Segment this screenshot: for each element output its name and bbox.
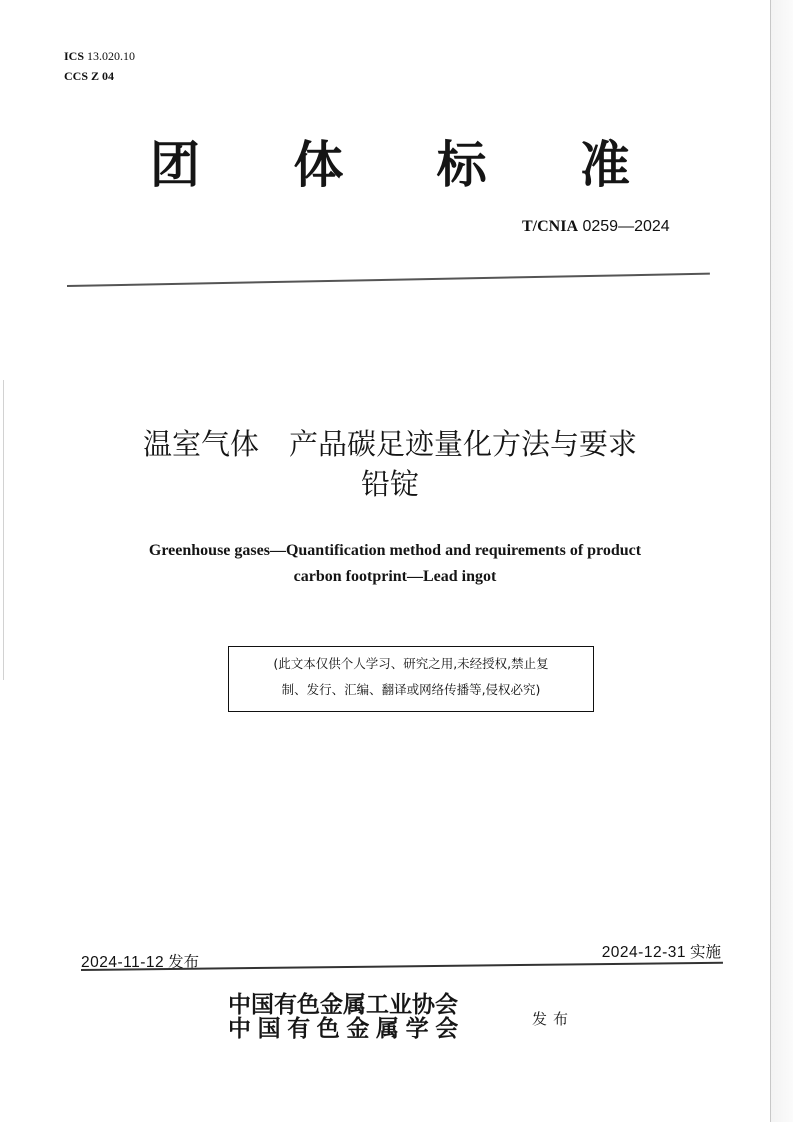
publisher-organizations	[228, 993, 465, 1041]
publish-label: 发布	[532, 1010, 575, 1028]
standard-type-heading: 团 体 标 准	[150, 136, 630, 194]
standard-number: T/CNIA 0259—2024	[522, 218, 670, 235]
copyright-notice-box: (此文本仅供个人学习、研究之用,未经授权,禁止复 制、发行、汇编、翻译或网络传播等,侵权必究)	[228, 646, 594, 712]
publisher-2: 中国有色金属学会	[228, 1015, 465, 1042]
classification-codes	[64, 46, 135, 86]
scan-edge-shade	[771, 0, 793, 1122]
scan-edge-line-right	[770, 0, 771, 1122]
title-chinese-line2: 铅锭	[360, 467, 419, 501]
title-english: Greenhouse gases—Quantification method and requirements of product carbon footprint—Lead ingot	[148, 542, 642, 585]
publisher-1: 中国有色金属工业协会	[228, 991, 458, 1018]
implementation-date: 2024-12-31 实施	[601, 943, 721, 961]
scan-edge-line-left	[3, 380, 4, 680]
ccs-code: CCS Z 04	[64, 69, 115, 83]
title-chinese	[60, 424, 720, 504]
ics-code: ICS 13.020.10	[64, 49, 136, 63]
header-divider	[67, 273, 710, 287]
issue-date: 2024-11-12 发布	[81, 953, 200, 971]
title-chinese-line1: 温室气体 产品碳足迹量化方法与要求	[142, 427, 638, 461]
